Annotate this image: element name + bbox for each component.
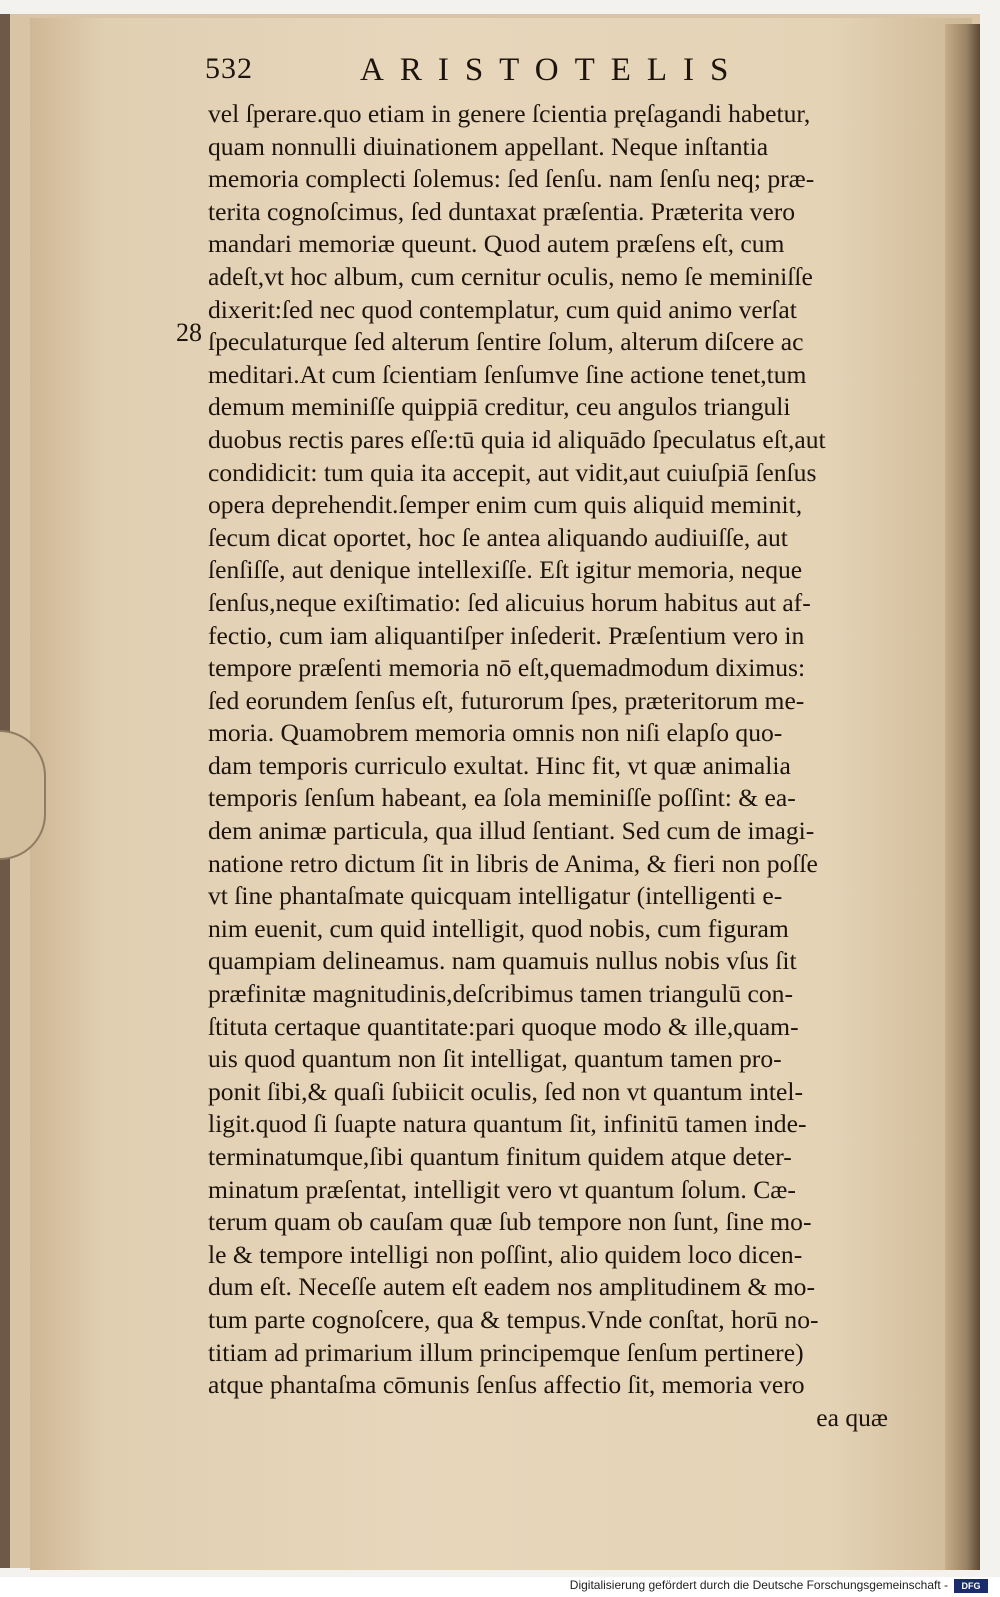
text-line: ſecum dicat oportet, hoc ſe antea aliquando audiuiſſe, aut bbox=[208, 522, 788, 552]
text-line: ligit.quod ſi ſuapte natura quantum ſit, infinitū tamen inde- bbox=[208, 1109, 807, 1139]
text-line: natione retro dictum ſit in libris de Anima, & fieri non poſſe bbox=[208, 848, 818, 878]
text-line: minatum præſentat, intelligit vero vt quantum ſolum. Cæ- bbox=[208, 1174, 796, 1204]
text-line: quampiam delineamus. nam quamuis nullus nobis vſus ſit bbox=[208, 946, 797, 976]
text-line: ſenſus,neque exiſtimatio: ſed alicuius horum habitus aut af- bbox=[208, 587, 811, 617]
text-line: meditari.At cum ſcientiam ſenſumve ſine actione tenet,tum bbox=[208, 359, 807, 389]
text-line: nim euenit, cum quid intelligit, quod nobis, cum figuram bbox=[208, 913, 789, 943]
text-line: le & tempore intelligi non poſſint, alio quidem loco dicen- bbox=[208, 1239, 803, 1269]
text-line: temporis ſenſum habeant, ea ſola meminiſſe poſſint: & ea- bbox=[208, 783, 796, 813]
text-line: ſed eorundem ſenſus eſt, futurorum ſpes, præteritorum me- bbox=[208, 685, 805, 715]
book-gutter bbox=[945, 24, 980, 1570]
text-line: ſpeculaturque ſed alterum ſentire ſolum, alterum diſcere ac bbox=[208, 327, 804, 357]
text-line: tum parte cognoſcere, qua & tempus.Vnde conſtat, horū no- bbox=[208, 1304, 819, 1334]
text-line: dixerit:ſed nec quod contemplatur, cum quid animo verſat bbox=[208, 294, 797, 324]
text-line: ea quæ bbox=[816, 1402, 888, 1432]
text-line: adeſt,vt hoc album, cum cernitur oculis, nemo ſe meminiſſe bbox=[208, 261, 813, 291]
text-line: uis quod quantum non ſit intelligat, quantum tamen pro- bbox=[208, 1044, 782, 1074]
margin-number: 28 bbox=[176, 318, 202, 347]
dfg-logo-icon: DFG bbox=[954, 1579, 988, 1593]
text-line: demum meminiſſe quippiā creditur, ceu angulos trianguli bbox=[208, 392, 791, 422]
text-line: vt ſine phantaſmate quicquam intelligatur (intelligenti e- bbox=[208, 881, 783, 911]
page-number: 532 bbox=[205, 52, 253, 85]
text-line: moria. Quamobrem memoria omnis non niſi elapſo quo- bbox=[208, 718, 783, 748]
running-title: ARISTOTELIS bbox=[360, 52, 745, 88]
text-line: atque phantaſma cōmunis ſenſus affectio ſit, memoria vero bbox=[208, 1370, 805, 1400]
text-line: ſtituta certaque quantitate:pari quoque modo & ille,quam- bbox=[208, 1011, 799, 1041]
text-line: vel ſperare.quo etiam in genere ſcientia pręſagandi habetur, bbox=[208, 99, 811, 128]
text-line: tempore præſenti memoria nō eſt,quemadmodum diximus: bbox=[208, 653, 806, 683]
text-line: quam nonnulli diuinationem appellant. Neque inſtantia bbox=[208, 131, 769, 161]
text-line: dem animæ particula, qua illud ſentiant. Sed cum de imagi- bbox=[208, 816, 815, 846]
text-line: terum quam ob cauſam quæ ſub tempore non ſunt, ſine mo- bbox=[208, 1207, 812, 1237]
text-line: duobus rectis pares eſſe:tū quia id aliquādo ſpeculatus eſt,aut bbox=[208, 424, 826, 454]
text-line: condidicit: tum quia ita accepit, aut vidit,aut cuiuſpiā ſenſus bbox=[208, 457, 817, 487]
text-line: terminatumque,ſibi quantum finitum quidem atque deter- bbox=[208, 1142, 792, 1171]
text-line: fectio, cum iam aliquantiſper inſederit. Præſentium vero in bbox=[208, 620, 805, 650]
text-line: ponit ſibi,& quaſi ſubiicit oculis, ſed non vt quantum intel- bbox=[208, 1076, 803, 1106]
text-line: dam temporis curriculo exultat. Hinc fit, vt quæ animalia bbox=[208, 750, 791, 780]
text-line: terita cognoſcimus, ſed duntaxat præſentia. Præterita vero bbox=[208, 196, 796, 226]
text-line: titiam ad primarium illum principemque ſenſum pertinere) bbox=[208, 1337, 804, 1367]
text-line: dum eſt. Neceſſe autem eſt eadem nos amplitudinem & mo- bbox=[208, 1272, 815, 1302]
body-text bbox=[208, 98, 898, 1434]
text-line: memoria complecti ſolemus: ſed ſenſu. nam ſenſu neq; præ- bbox=[208, 164, 815, 194]
digitization-footer bbox=[0, 1577, 1000, 1597]
footer-credit: Digitalisierung gefördert durch die Deutsche Forschungsgemeinschaft - bbox=[569, 1578, 948, 1592]
text-line: opera deprehendit.ſemper enim cum quis aliquid meminit, bbox=[208, 490, 803, 520]
text-line: mandari memoriæ queunt. Quod autem præſens eſt, cum bbox=[208, 229, 785, 259]
text-line: præfinitæ magnitudinis,deſcribimus tamen triangulū con- bbox=[208, 979, 794, 1009]
text-line: ſenſiſſe, aut denique intellexiſſe. Eſt igitur memoria, neque bbox=[208, 555, 803, 585]
